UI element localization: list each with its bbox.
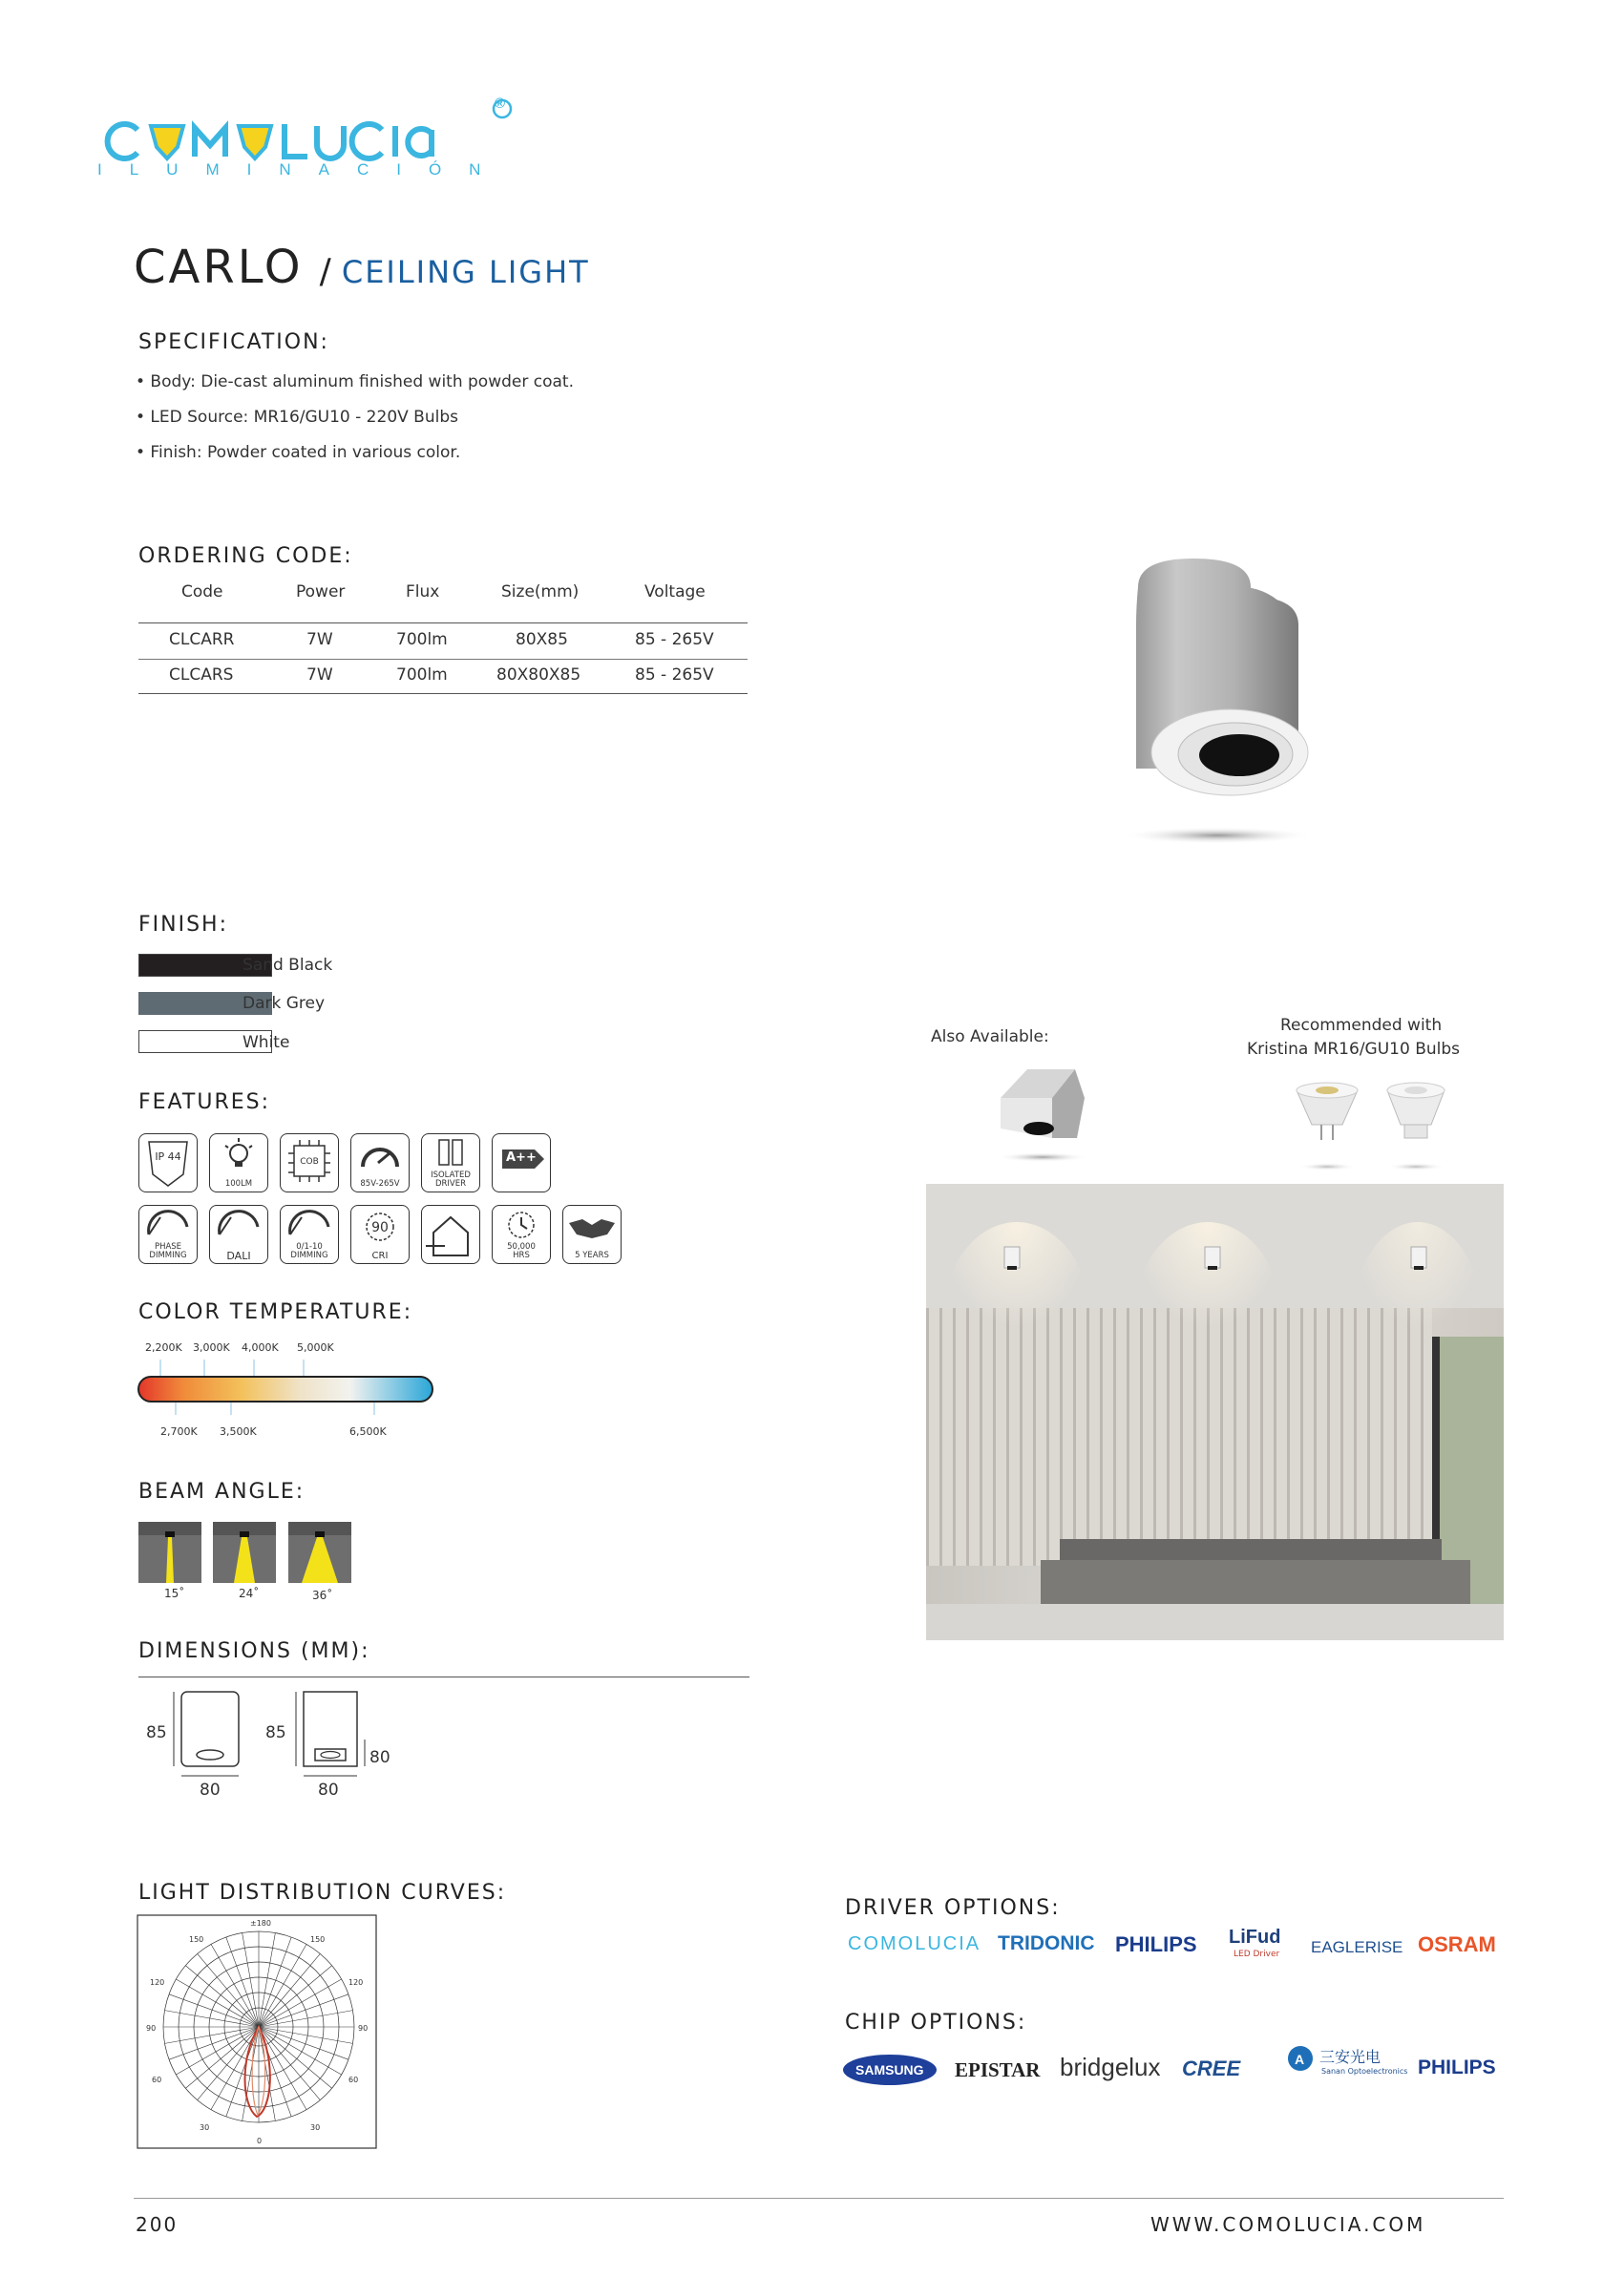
angle-label: ±180	[250, 1919, 271, 1928]
table-cell: 85 - 265V	[635, 630, 714, 649]
table-cell: 700lm	[396, 665, 448, 685]
driver-options-heading: DRIVER OPTIONS:	[845, 1896, 1061, 1920]
phase-dimming-icon	[138, 1205, 198, 1264]
square-depth-label: 80	[369, 1748, 390, 1767]
chip-brand-cree: CREE	[1182, 2057, 1241, 2080]
angle-label: 30	[200, 2123, 210, 2132]
also-available-label: Also Available:	[931, 1027, 1049, 1046]
driver-brand-osram: OSRAM	[1418, 1932, 1496, 1956]
ip44-label: IP 44	[155, 1150, 181, 1163]
sanan-sub: Sanan Optoelectronics	[1321, 2067, 1408, 2076]
svg-text:A: A	[1295, 2052, 1305, 2067]
table-cell: CLCARR	[169, 630, 235, 649]
driver-brand-lifud: LiFud	[1229, 1927, 1281, 1948]
cob-chip-icon	[280, 1133, 339, 1192]
finish-heading: FINISH:	[138, 913, 229, 937]
lifud-sub: LED Driver	[1234, 1950, 1280, 1959]
table-cell: CLCARS	[169, 665, 234, 685]
ordering-heading: ORDERING CODE:	[138, 544, 353, 568]
product-name: CARLO	[134, 241, 304, 294]
ct-bottom-label: 6,500K	[349, 1425, 387, 1438]
page-title	[134, 241, 590, 294]
cri-label: CRI	[371, 1251, 389, 1261]
beam-angle-label: 36˚	[312, 1589, 333, 1602]
finish-label: Dark Grey	[243, 994, 326, 1013]
finish-label: Sand Black	[243, 956, 333, 975]
table-cell: 85 - 265V	[635, 665, 714, 685]
table-cell: 700lm	[396, 630, 448, 649]
registered-mark: ®	[495, 95, 506, 112]
product-image	[1107, 549, 1327, 854]
dali-label: DALI	[226, 1250, 251, 1262]
isolated-driver-icon	[421, 1133, 480, 1192]
beam-24-icon	[213, 1522, 280, 1585]
table-cell: 7W	[306, 665, 333, 685]
beam-15-icon	[138, 1522, 205, 1585]
recommended-line1: Recommended with	[1280, 1016, 1443, 1035]
bulb-label: 100LM	[224, 1179, 253, 1189]
distribution-heading: LIGHT DISTRIBUTION CURVES:	[138, 1881, 507, 1905]
product-category: CEILING LIGHT	[341, 254, 590, 290]
chip-brand-bridgelux: bridgelux	[1060, 2053, 1161, 2081]
dimensions-heading: DIMENSIONS (MM):	[138, 1639, 370, 1663]
chip-brand-epistar: EPISTAR	[955, 2058, 1041, 2081]
mr16-bulb-image	[1291, 1079, 1367, 1174]
title-separator: /	[319, 252, 331, 291]
angle-label: 120	[348, 1978, 364, 1987]
lifetime-label: 50,000 HRS	[507, 1242, 536, 1260]
footer-divider	[134, 2198, 1504, 2199]
driver-brand-comolucia: COMOLUCIA	[848, 1933, 981, 1954]
ct-bottom-label: 2,700K	[160, 1425, 198, 1438]
round-width-label: 80	[200, 1781, 221, 1800]
table-divider	[138, 693, 748, 694]
driver-brand-philips: PHILIPS	[1115, 1932, 1197, 1956]
angle-label: 150	[310, 1935, 326, 1944]
beam-angle-label: 15˚	[164, 1587, 185, 1600]
column-header: Code	[181, 582, 223, 601]
phase-dimming-label: PHASE DIMMING	[149, 1242, 187, 1260]
round-height-label: 85	[146, 1723, 167, 1742]
voltage-label: 85V-265V	[360, 1179, 400, 1189]
table-row	[138, 630, 748, 653]
driver-brand-eaglerise: EAGLERISE	[1311, 1938, 1403, 1956]
cri-value: 90	[371, 1220, 389, 1235]
table-cell: 80X85	[516, 630, 568, 649]
square-variant-image	[993, 1060, 1098, 1165]
ordering-table	[138, 579, 748, 685]
dimension-drawing-round	[172, 1690, 277, 1785]
spec-item: • LED Source: MR16/GU10 - 220V Bulbs	[136, 408, 458, 427]
table-divider	[138, 659, 748, 660]
dimension-drawing-square	[294, 1690, 399, 1785]
ct-top-label: 5,000K	[297, 1341, 334, 1354]
table-divider	[138, 622, 748, 623]
column-header: Power	[296, 582, 346, 601]
samsung-label: SAMSUNG	[855, 2062, 924, 2078]
beam-angle-heading: BEAM ANGLE:	[138, 1480, 306, 1504]
beam-36-icon	[288, 1522, 355, 1585]
color-temperature-heading: COLOR TEMPERATURE:	[138, 1300, 413, 1324]
bulb-icon	[209, 1133, 268, 1192]
ct-bottom-label: 3,500K	[220, 1425, 257, 1438]
polar-distribution-chart	[137, 1914, 377, 2149]
house-icon	[421, 1205, 480, 1264]
angle-label: 150	[189, 1935, 204, 1944]
chip-options-heading: CHIP OPTIONS:	[845, 2011, 1027, 2035]
square-width-label: 80	[318, 1781, 339, 1800]
driver-brand-tridonic: TRIDONIC	[998, 1932, 1095, 1954]
chip-brand-philips: PHILIPS	[1418, 2057, 1496, 2078]
website-link[interactable]: WWW.COMOLUCIA.COM	[1150, 2213, 1426, 2236]
handshake-icon	[562, 1205, 622, 1264]
ct-top-label: 2,200K	[145, 1341, 182, 1354]
dali-icon	[209, 1205, 268, 1264]
ct-top-label: 4,000K	[242, 1341, 279, 1354]
gu10-bulb-image	[1381, 1079, 1458, 1174]
ct-top-label: 3,000K	[193, 1341, 230, 1354]
lifetime-clock-icon	[492, 1205, 551, 1264]
spec-item: • Finish: Powder coated in various color.	[136, 443, 461, 462]
angle-label: 90	[358, 2024, 369, 2033]
cob-label: COB	[300, 1157, 319, 1167]
features-heading: FEATURES:	[138, 1090, 271, 1114]
specification-heading: SPECIFICATION:	[138, 330, 329, 354]
angle-label: 30	[310, 2123, 321, 2132]
table-row	[138, 665, 748, 688]
angle-label: 90	[146, 2024, 157, 2033]
spec-item: • Body: Die-cast aluminum finished with powder coat.	[136, 372, 574, 391]
angle-label: 120	[150, 1978, 165, 1987]
table-header	[138, 579, 748, 621]
chip-brand-samsung	[842, 2053, 938, 2087]
square-height-label: 85	[265, 1723, 286, 1742]
isolated-driver-label: ISOLATED DRIVER	[431, 1171, 471, 1189]
sanan-logo-icon	[1287, 2043, 1314, 2078]
column-header: Flux	[406, 582, 440, 601]
table-cell: 80X80X85	[496, 665, 581, 685]
chip-brand-sanan: 三安光电	[1319, 2050, 1381, 2066]
warranty-label: 5 YEARS	[575, 1251, 609, 1260]
column-header: Voltage	[644, 582, 706, 601]
dimming-0-10-label: 0/1-10 DIMMING	[290, 1242, 328, 1260]
finish-label: White	[243, 1033, 290, 1052]
beam-angle-label: 24˚	[239, 1587, 260, 1600]
ip44-icon	[138, 1133, 198, 1192]
color-temperature-bar	[136, 1356, 441, 1423]
energy-class-label: A++	[506, 1150, 537, 1165]
logo-tagline: ILUMINACIÓN	[97, 160, 509, 179]
dimming-0-10-icon	[280, 1205, 339, 1264]
column-header: Size(mm)	[501, 582, 580, 601]
energy-class-icon	[492, 1133, 551, 1192]
angle-label: 60	[348, 2076, 359, 2084]
voltage-plug-icon	[350, 1133, 410, 1192]
angle-label: 60	[152, 2076, 162, 2084]
recommended-line2: Kristina MR16/GU10 Bulbs	[1247, 1040, 1461, 1059]
angle-label: 0	[257, 2137, 263, 2145]
page-number: 200	[136, 2213, 179, 2236]
table-cell: 7W	[306, 630, 333, 649]
interior-photo	[926, 1184, 1504, 1640]
cri-icon	[350, 1205, 410, 1264]
